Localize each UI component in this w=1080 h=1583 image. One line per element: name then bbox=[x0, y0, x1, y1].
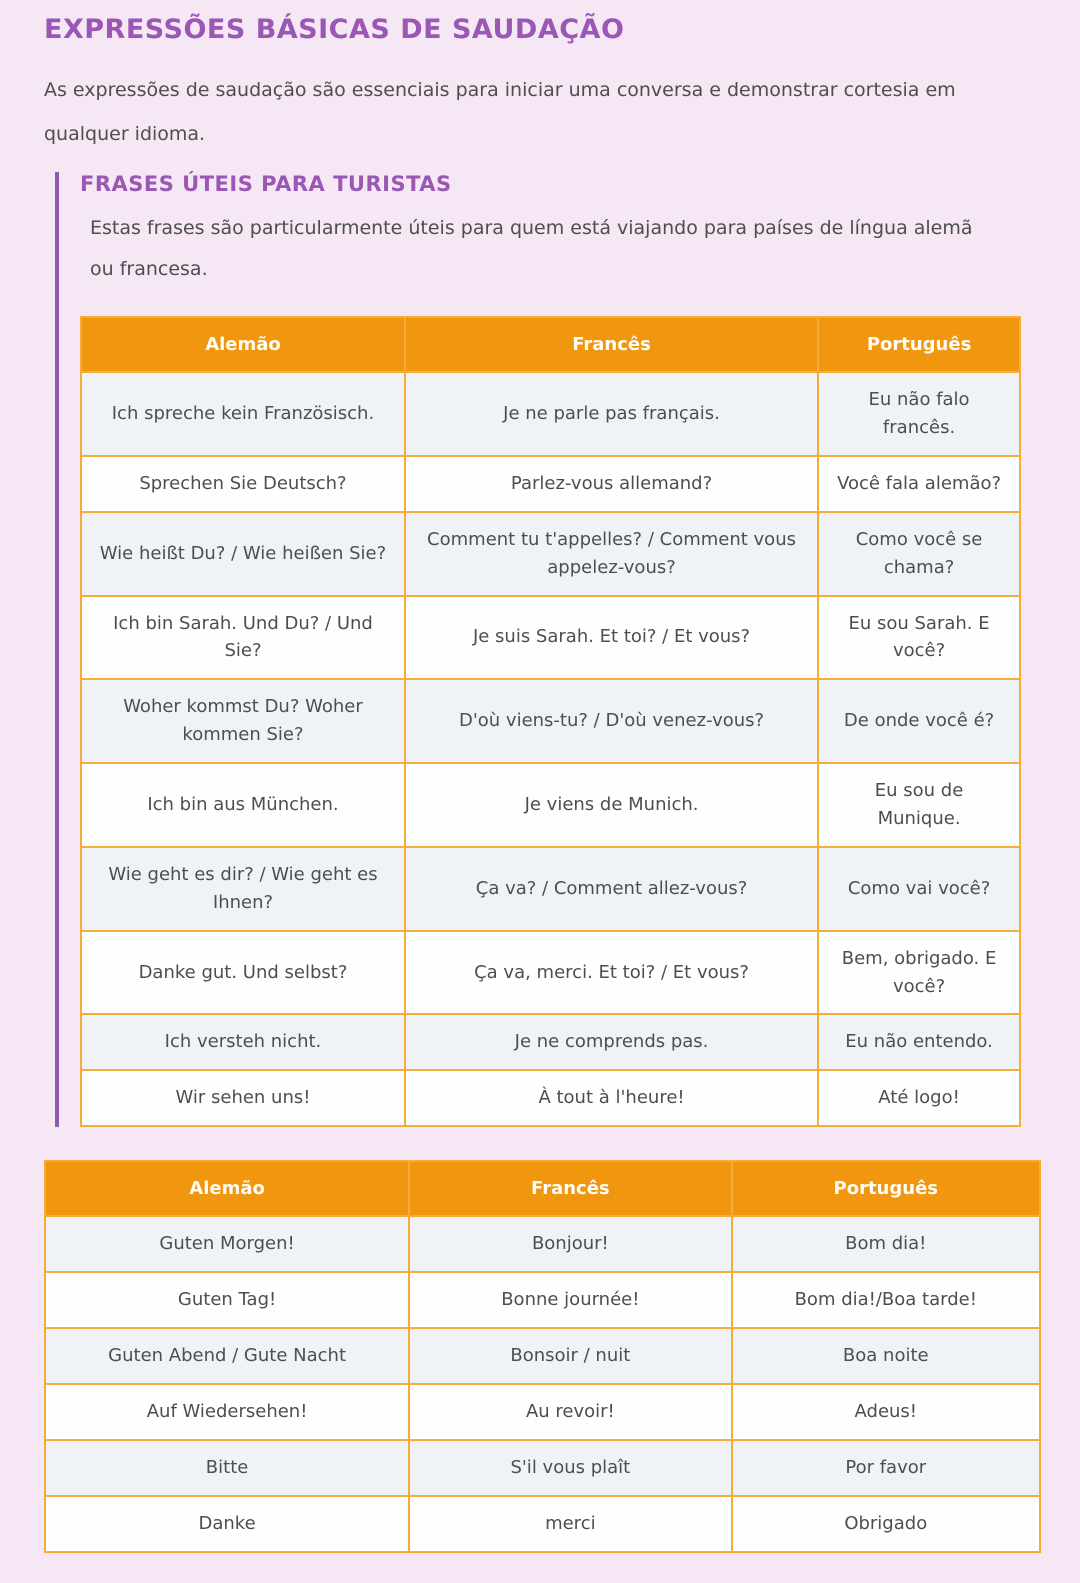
intro-paragraph: As expressões de saudação são essenciais para iniciar uma conversa e demonstrar cortesia em qualquer idioma. bbox=[44, 79, 956, 145]
table-cell: Wir sehen uns! bbox=[81, 1070, 405, 1126]
table-row bbox=[81, 679, 1020, 763]
table-header-row bbox=[45, 1161, 1040, 1216]
table-cell: Como vai você? bbox=[818, 847, 1020, 931]
table-row bbox=[81, 931, 1020, 1015]
page-title: EXPRESSÕES BÁSICAS DE SAUDAÇÃO bbox=[44, 14, 625, 45]
table-cell: Ça va? / Comment allez-vous? bbox=[405, 847, 818, 931]
tourist-phrases-table bbox=[80, 316, 1021, 1127]
table-cell: S'il vous plaît bbox=[409, 1440, 731, 1496]
table-cell: Bonsoir / nuit bbox=[409, 1328, 731, 1384]
table-cell: Ich bin aus München. bbox=[81, 763, 405, 847]
table-cell: Ich spreche kein Französisch. bbox=[81, 372, 405, 456]
table-cell: Ich bin Sarah. Und Du? / Und Sie? bbox=[81, 596, 405, 680]
table-cell: Adeus! bbox=[732, 1384, 1040, 1440]
table-row bbox=[81, 847, 1020, 931]
table-row bbox=[81, 1014, 1020, 1070]
table-row bbox=[81, 512, 1020, 596]
table-cell: D'où viens-tu? / D'où venez-vous? bbox=[405, 679, 818, 763]
table-cell: Obrigado bbox=[732, 1496, 1040, 1552]
table-cell: Por favor bbox=[732, 1440, 1040, 1496]
table-cell: Eu sou de Munique. bbox=[818, 763, 1020, 847]
table-cell: Bom dia!/Boa tarde! bbox=[732, 1272, 1040, 1328]
table-cell: Bem, obrigado. E você? bbox=[818, 931, 1020, 1015]
table-cell: Parlez-vous allemand? bbox=[405, 456, 818, 512]
table-cell: Wie geht es dir? / Wie geht es Ihnen? bbox=[81, 847, 405, 931]
greetings-table bbox=[44, 1160, 1041, 1552]
table-cell: Danke gut. Und selbst? bbox=[81, 931, 405, 1015]
table-row bbox=[45, 1272, 1040, 1328]
table-cell: Comment tu t'appelles? / Comment vous appelez-vous? bbox=[405, 512, 818, 596]
col-header-german: Alemão bbox=[81, 317, 405, 372]
table-cell: Guten Abend / Gute Nacht bbox=[45, 1328, 409, 1384]
table-row bbox=[81, 372, 1020, 456]
table-cell: Bitte bbox=[45, 1440, 409, 1496]
table-cell: Sprechen Sie Deutsch? bbox=[81, 456, 405, 512]
table-cell: Woher kommst Du? Woher kommen Sie? bbox=[81, 679, 405, 763]
col-header-portuguese: Português bbox=[732, 1161, 1040, 1216]
table-cell: Au revoir! bbox=[409, 1384, 731, 1440]
table-cell: Eu não entendo. bbox=[818, 1014, 1020, 1070]
table-cell: Guten Morgen! bbox=[45, 1216, 409, 1272]
table-cell: Bonne journée! bbox=[409, 1272, 731, 1328]
table-cell: Je ne comprends pas. bbox=[405, 1014, 818, 1070]
table-header-row bbox=[81, 317, 1020, 372]
table-cell: merci bbox=[409, 1496, 731, 1552]
col-header-french: Francês bbox=[409, 1161, 731, 1216]
table-cell: Ich versteh nicht. bbox=[81, 1014, 405, 1070]
table-cell: Bonjour! bbox=[409, 1216, 731, 1272]
col-header-portuguese: Português bbox=[818, 317, 1020, 372]
table-cell: Guten Tag! bbox=[45, 1272, 409, 1328]
table-row bbox=[81, 456, 1020, 512]
table-row bbox=[45, 1496, 1040, 1552]
tourist-phrases-section bbox=[55, 172, 1040, 1127]
table-cell: Je viens de Munich. bbox=[405, 763, 818, 847]
table-cell: Ça va, merci. Et toi? / Et vous? bbox=[405, 931, 818, 1015]
table-cell: Eu sou Sarah. E você? bbox=[818, 596, 1020, 680]
table-row bbox=[81, 763, 1020, 847]
table-cell: Auf Wiedersehen! bbox=[45, 1384, 409, 1440]
table-cell: Wie heißt Du? / Wie heißen Sie? bbox=[81, 512, 405, 596]
table-row bbox=[45, 1440, 1040, 1496]
section-title: FRASES ÚTEIS PARA TURISTAS bbox=[80, 172, 452, 197]
table-row bbox=[81, 596, 1020, 680]
table-cell: Eu não falo francês. bbox=[818, 372, 1020, 456]
table-cell: À tout à l'heure! bbox=[405, 1070, 818, 1126]
table-cell: Como você se chama? bbox=[818, 512, 1020, 596]
table-row bbox=[81, 1070, 1020, 1126]
table-cell: Danke bbox=[45, 1496, 409, 1552]
table-cell: Boa noite bbox=[732, 1328, 1040, 1384]
col-header-french: Francês bbox=[405, 317, 818, 372]
table-cell: Je suis Sarah. Et toi? / Et vous? bbox=[405, 596, 818, 680]
table-row bbox=[45, 1328, 1040, 1384]
table-row bbox=[45, 1216, 1040, 1272]
table-row bbox=[45, 1384, 1040, 1440]
table-cell: Je ne parle pas français. bbox=[405, 372, 818, 456]
section-description: Estas frases são particularmente úteis para quem está viajando para países de língua alemã ou francesa. bbox=[90, 217, 973, 281]
table-cell: Você fala alemão? bbox=[818, 456, 1020, 512]
table-cell: Até logo! bbox=[818, 1070, 1020, 1126]
table-cell: Bom dia! bbox=[732, 1216, 1040, 1272]
col-header-german: Alemão bbox=[45, 1161, 409, 1216]
table-cell: De onde você é? bbox=[818, 679, 1020, 763]
